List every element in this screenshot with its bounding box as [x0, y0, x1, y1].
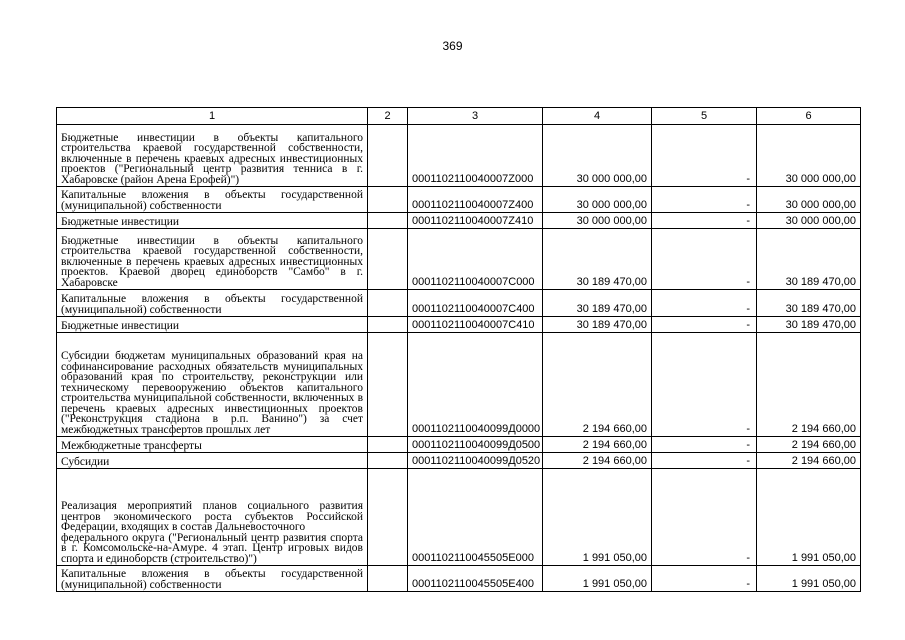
row-total: 30 189 470,00 — [757, 229, 861, 290]
row-amount: 30 189 470,00 — [543, 290, 652, 317]
row-total: 1 991 050,00 — [757, 469, 861, 566]
row-amount: 2 194 660,00 — [543, 333, 652, 437]
row-description: Капитальные вложения в объекты государственной (муниципальной) собственности — [57, 290, 368, 317]
row-col5: - — [652, 290, 757, 317]
row-col5: - — [652, 213, 757, 229]
row-amount: 30 189 470,00 — [543, 317, 652, 333]
column-header: 5 — [652, 108, 757, 125]
row-col2 — [368, 187, 408, 213]
row-col2 — [368, 290, 408, 317]
row-description: Реализация мероприятий планов социального развития центров экономического роста субъектов Российской Федерации, входящих в состав Дальневосточного федерального округа ("Региональный центр развития спорта в г. Комсомольске-на-Амуре. 4 этап. Центр игровых видов спорта и единоборств (строительство)") — [57, 469, 368, 566]
row-code: 0001102110040007Z000 — [408, 125, 543, 187]
row-total: 1 991 050,00 — [757, 566, 861, 592]
row-amount: 2 194 660,00 — [543, 437, 652, 453]
table-row — [57, 437, 861, 453]
row-description: Субсидии бюджетам муниципальных образований края на софинансирование расходных обязательств муниципальных образований края по строительству, реконструкции или техническому перевооружению объектов капитального строительства муниципальной собственности, включенных в перечень краевых адресных инвестиционных проектов ("Реконструкция стадиона в р.п. Ванино") за счет межбюджетных трансфертов прошлых лет — [57, 333, 368, 437]
row-col5: - — [652, 125, 757, 187]
row-col5: - — [652, 187, 757, 213]
row-description: Бюджетные инвестиции — [57, 213, 368, 229]
row-col2 — [368, 437, 408, 453]
row-total: 30 000 000,00 — [757, 187, 861, 213]
row-description: Межбюджетные трансферты — [57, 437, 368, 453]
table-row — [57, 453, 861, 469]
row-total: 30 000 000,00 — [757, 125, 861, 187]
table-row — [57, 229, 861, 290]
row-description: Бюджетные инвестиции — [57, 317, 368, 333]
table-row — [57, 566, 861, 592]
row-code: 0001102110040007Z400 — [408, 187, 543, 213]
row-col5: - — [652, 469, 757, 566]
table-row — [57, 213, 861, 229]
row-description: Субсидии — [57, 453, 368, 469]
row-code: 0001102110040099Д0520 — [408, 453, 543, 469]
row-code: 0001102110040007Z410 — [408, 213, 543, 229]
column-header: 6 — [757, 108, 861, 125]
row-amount: 1 991 050,00 — [543, 566, 652, 592]
row-amount: 2 194 660,00 — [543, 453, 652, 469]
table-row — [57, 125, 861, 187]
row-amount: 30 000 000,00 — [543, 213, 652, 229]
row-col5: - — [652, 229, 757, 290]
row-amount: 30 189 470,00 — [543, 229, 652, 290]
row-code: 0001102110045505E000 — [408, 469, 543, 566]
row-code: 0001102110045505E400 — [408, 566, 543, 592]
table-row — [57, 333, 861, 437]
row-description: Капитальные вложения в объекты государственной (муниципальной) собственности — [57, 566, 368, 592]
row-col2 — [368, 469, 408, 566]
row-col2 — [368, 213, 408, 229]
row-col2 — [368, 229, 408, 290]
page-number: 369 — [442, 39, 463, 53]
table-header-row — [57, 108, 861, 125]
row-description: Капитальные вложения в объекты государственной (муниципальной) собственности — [57, 187, 368, 213]
row-col5: - — [652, 566, 757, 592]
row-description: Бюджетные инвестиции в объекты капитального строительства краевой государственной собственности, включенные в перечень краевых адресных инвестиционных проектов. Краевой дворец единоборств "Самбо" в г. Хабаровске — [57, 229, 368, 290]
row-col2 — [368, 453, 408, 469]
row-code: 0001102110040099Д0000 — [408, 333, 543, 437]
row-amount: 30 000 000,00 — [543, 187, 652, 213]
row-description: Бюджетные инвестиции в объекты капитального строительства краевой государственной собственности, включенные в перечень краевых адресных инвестиционных проектов ("Региональный центр развития тенниса в г. Хабаровске (район Арена Ерофей)") — [57, 125, 368, 187]
row-total: 30 189 470,00 — [757, 317, 861, 333]
table-row — [57, 469, 861, 566]
row-total: 2 194 660,00 — [757, 333, 861, 437]
row-col2 — [368, 566, 408, 592]
row-col5: - — [652, 317, 757, 333]
column-header: 2 — [368, 108, 408, 125]
budget-table — [56, 107, 861, 592]
row-col5: - — [652, 453, 757, 469]
row-code: 0001102110040007C400 — [408, 290, 543, 317]
row-code: 0001102110040007C000 — [408, 229, 543, 290]
row-amount: 1 991 050,00 — [543, 469, 652, 566]
row-total: 2 194 660,00 — [757, 437, 861, 453]
row-code: 0001102110040007C410 — [408, 317, 543, 333]
row-total: 2 194 660,00 — [757, 453, 861, 469]
row-col5: - — [652, 437, 757, 453]
row-total: 30 000 000,00 — [757, 213, 861, 229]
row-amount: 30 000 000,00 — [543, 125, 652, 187]
row-code: 0001102110040099Д0500 — [408, 437, 543, 453]
column-header: 4 — [543, 108, 652, 125]
row-total: 30 189 470,00 — [757, 290, 861, 317]
table-row — [57, 317, 861, 333]
column-header: 3 — [408, 108, 543, 125]
row-col2 — [368, 333, 408, 437]
row-col2 — [368, 125, 408, 187]
table-row — [57, 290, 861, 317]
table-row — [57, 187, 861, 213]
row-col5: - — [652, 333, 757, 437]
column-header: 1 — [57, 108, 368, 125]
row-col2 — [368, 317, 408, 333]
